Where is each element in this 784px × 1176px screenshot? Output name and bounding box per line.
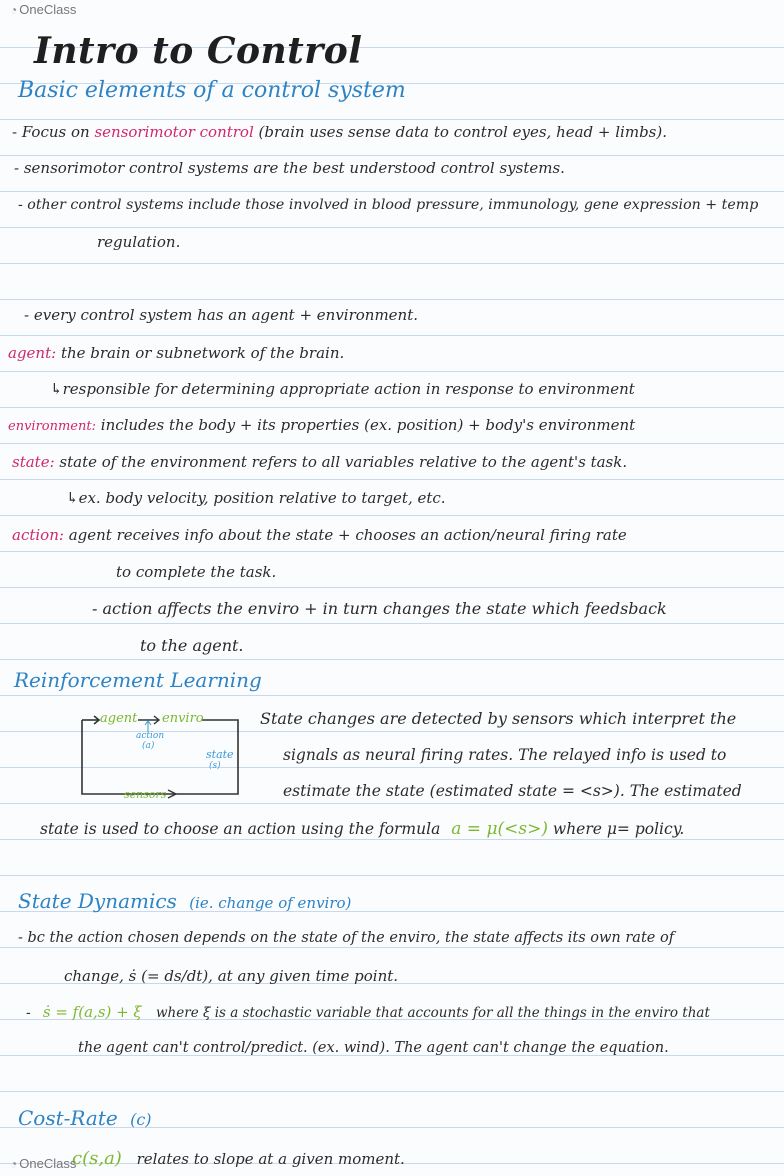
bullet-dash: - [26,1005,31,1021]
paragraph-text: where μ= policy. [552,820,685,838]
diagram-label-enviro: enviro [162,711,204,726]
paragraph-text: state is used to choose an action using the formula [40,820,441,838]
definition-action [12,526,627,544]
note-line: ↳ex. body velocity, position relative to target, etc. [66,489,446,507]
diagram-label-agent: agent [100,711,138,726]
note-text: relates to slope at a given moment. [136,1150,405,1168]
definition-text: state of the environment refers to all variables relative to the agent's task. [59,453,628,471]
term-agent: agent: [8,344,57,362]
note-line: regulation. [97,233,181,251]
paragraph-line [40,819,684,839]
note-line: ↳responsible for determining appropriate action in response to environment [50,380,635,398]
note-line [12,123,667,141]
definition-text: the brain or subnetwork of the brain. [60,344,345,362]
note-line: to complete the task. [116,563,277,581]
diagram-label-state-symbol: (s) [209,761,221,771]
policy-formula: a = μ(<s>) [451,819,548,839]
heading-subtitle: (ie. change of enviro) [189,894,352,912]
note-line: change, ṡ (= ds/dt), at any given time point. [64,967,399,985]
oneclass-logo [10,2,76,17]
heading-text: Cost-Rate [18,1106,118,1130]
dynamics-formula: ṡ = f(a,s) + ξ [42,1003,142,1021]
note-line: to the agent. [140,636,244,655]
term-sensorimotor-control: sensorimotor control [94,123,254,141]
logo-text: OneClass [19,2,77,17]
diagram-label-action: action [136,731,165,741]
note-line: - action affects the enviro + in turn changes the state which feedsback [92,599,667,618]
note-text: (brain uses sense data to control eyes, head + limbs). [253,123,667,141]
oneclass-logo-icon: ◔ [10,1156,18,1171]
page-title: Intro to Control [34,30,363,72]
term-state: state: [12,453,55,471]
heading-text: State Dynamics [18,889,177,913]
heading-symbol: (c) [130,1110,152,1129]
note-text: where ξ is a stochastic variable that accounts for all the things in the enviro that [156,1005,710,1021]
paragraph-line: State changes are detected by sensors which interpret the [260,709,737,728]
definition-text: agent receives info about the state + chooses an action/neural firing rate [68,526,627,544]
diagram-label-sensors: sensors [124,788,167,801]
term-action: action: [12,526,64,544]
cost-formula: c(s,a) [72,1148,122,1169]
note-line: - other control systems include those involved in blood pressure, immunology, gene expression + temp [18,197,759,213]
definition-state [12,453,627,471]
definition-environment [8,416,635,434]
note-line [72,1148,405,1169]
note-text: - Focus on [12,123,95,141]
oneclass-logo-bottom [10,1156,76,1171]
definition-agent [8,344,344,362]
diagram-label-action-symbol: (a) [142,741,155,751]
section-heading-reinforcement-learning: Reinforcement Learning [14,668,262,692]
note-line: - every control system has an agent + environment. [24,306,419,324]
note-line: the agent can't control/predict. (ex. wind). The agent can't change the equation. [78,1040,669,1056]
oneclass-logo-icon: ◔ [10,2,18,17]
section-heading-basic-elements: Basic elements of a control system [18,78,406,103]
definition-text: includes the body + its properties (ex. position) + body's environment [100,416,636,434]
term-environment: environment: [8,419,96,434]
control-loop-diagram [72,708,252,808]
paragraph-line: signals as neural firing rates. The relayed info is used to [283,746,727,764]
section-heading-state-dynamics [18,889,351,913]
paragraph-line: estimate the state (estimated state = <s>). The estimated [283,782,742,800]
section-heading-cost-rate [18,1106,152,1130]
note-line [26,1003,710,1021]
logo-text: OneClass [19,1156,77,1171]
note-line: - sensorimotor control systems are the best understood control systems. [14,159,565,177]
note-line: - bc the action chosen depends on the state of the enviro, the state affects its own rate of [18,930,675,946]
diagram-label-state: state [206,748,234,761]
